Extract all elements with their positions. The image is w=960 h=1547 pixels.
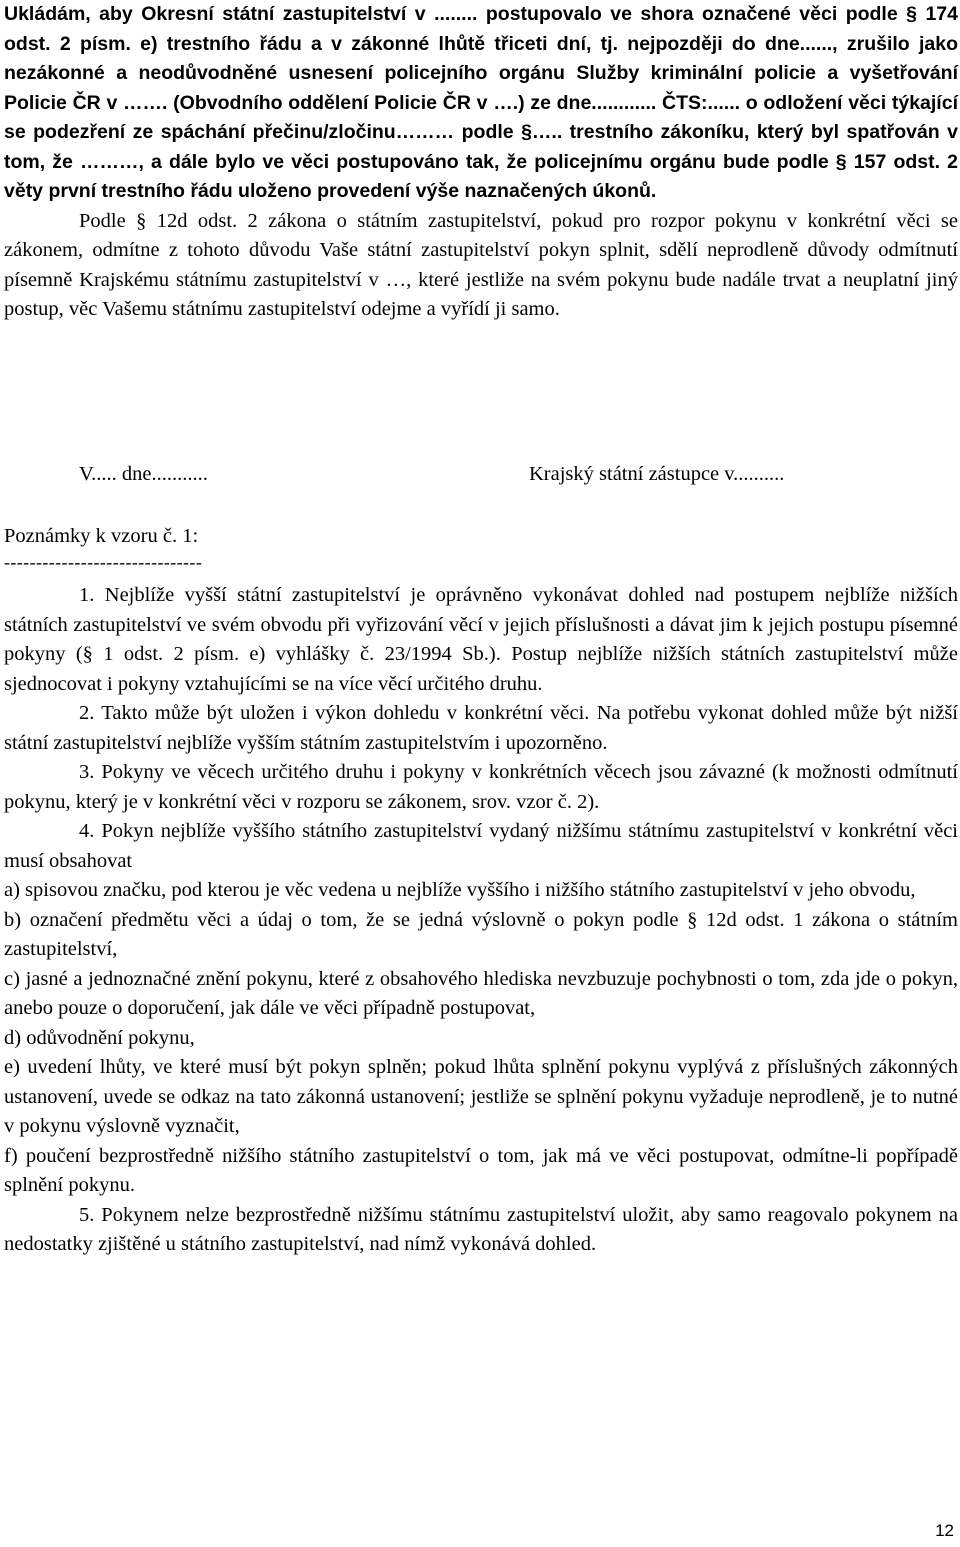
signer: Krajský státní zástupce v.......... [529,463,785,485]
note-1: 1. Nejblíže vyšší státní zastupitelství je oprávněno vykonávat dohled nad postupem nejblíže nižších státních zastupitelství ve svém obvodu při vyřizování věcí v jejich příslušnosti a dávat jim k jejich postupu písemné pokyny (§ 1 odst. 2 písm. e) vyhlášky č. 23/1994 Sb.). Postup nejblíže nižších státních zastupitelství může sjednocovat i pokyny vztahujícími se na více věcí určitého druhu. [4,584,958,695]
document-page [4,0,958,1255]
note-4b: b) označení předmětu věci a údaj o tom, že se jedná výslovně o pokyn podle § 12d odst. 1 zákona o státním zastupitelství, [4,908,958,960]
note-2: 2. Takto může být uložen i výkon dohledu v konkrétní věci. Na potřebu vykonat dohled může být nižší státní zastupitelství nejblíže vyšším státním zastupitelstvím i upozorněno. [4,702,958,754]
page-number: 12 [935,1521,954,1540]
refusal-paragraph: Podle § 12d odst. 2 zákona o státním zastupitelství, pokud pro rozpor pokynu v konkrétní věci se zákonem, odmítne z tohoto důvodu Vaše státní zastupitelství pokyn splnit, sdělí neprodleně důvody odmítnutí písemně Krajskému státnímu zastupitelství v …, které jestliže na svém pokynu bude nadále trvat a neuplatní jiný postup, věc Vašemu státnímu zastupitelství odejme a vyřídí ji samo. [4,209,958,320]
notes-section [4,581,958,1260]
note-4a: a) spisovou značku, pod kterou je věc vedena u nejblíže vyššího i nižšího státního zastupitelství v jeho obvodu, [4,879,916,901]
note-4c: c) jasné a jednoznačné znění pokynu, které z obsahového hlediska nevzbuzuje pochybnosti o tom, zda jde o pokyn, anebo pouze o doporučení, jak dále ve věci případně postupovat, [4,967,958,1019]
note-4d: d) odůvodnění pokynu, [4,1026,195,1049]
note-4e: e) uvedení lhůty, ve které musí být pokyn splněn; pokud lhůta splnění pokynu vyplývá z příslušných zákonných ustanovení, uvede se odkaz na tato zákonná ustanovení; jestliže se splnění pokynu vyžaduje neprodleně, je to nutné v pokynu výslovně vyznačit, [4,1056,958,1137]
note-4f: f) poučení bezprostředně nižšího státního zastupitelství o tom, jak má ve věci postupovat, odmítne-li popřípadě splnění pokynu. [4,1144,958,1196]
place-date: V..... dne........... [79,463,208,485]
note-3: 3. Pokyny ve věcech určitého druhu i pokyny v konkrétních věcech jsou závazné (k možnosti odmítnutí pokynu, který je v konkrétní věci v rozporu se zákonem, srov. vzor č. 2). [4,761,958,813]
notes-divider: ------------------------------- [4,552,203,572]
note-4: 4. Pokyn nejblíže vyššího státního zastupitelství vydaný nižšímu státnímu zastupitelství v konkrétní věci musí obsahovat [4,820,958,872]
note-5: 5. Pokynem nelze bezprostředně nižšímu státnímu zastupitelství uložit, aby samo reagovalo pokynem na nedostatky zjištěné u státního zastupitelství, nad nímž vykonává dohled. [4,1203,958,1255]
notes-title: Poznámky k vzoru č. 1: [4,525,199,547]
instruction-paragraph: Ukládám, aby Okresní státní zastupitelství v ........ postupovalo ve shora označené věci podle § 174 odst. 2 písm. e) trestního řádu a v zákonné lhůtě třiceti dní, tj. nejpozději do dne......, zrušilo jako nezákonné a neodůvodněné usnesení policejního orgánu Služby kriminální policie a vyšetřování Policie ČR v ……. (Obvodního oddělení Policie ČR v ….) ze dne............ ČTS:...... o odložení věci týkající se podezření ze spáchání přečinu/zločinu……… podle §….. trestního zákoníku, který byl spatřován v tom, že ………, a dále bylo ve věci postupováno tak, že policejnímu orgánu bude podle § 157 odst. 2 věty první trestního řádu uloženo provedení výše naznačených úkonů. [4,3,958,202]
